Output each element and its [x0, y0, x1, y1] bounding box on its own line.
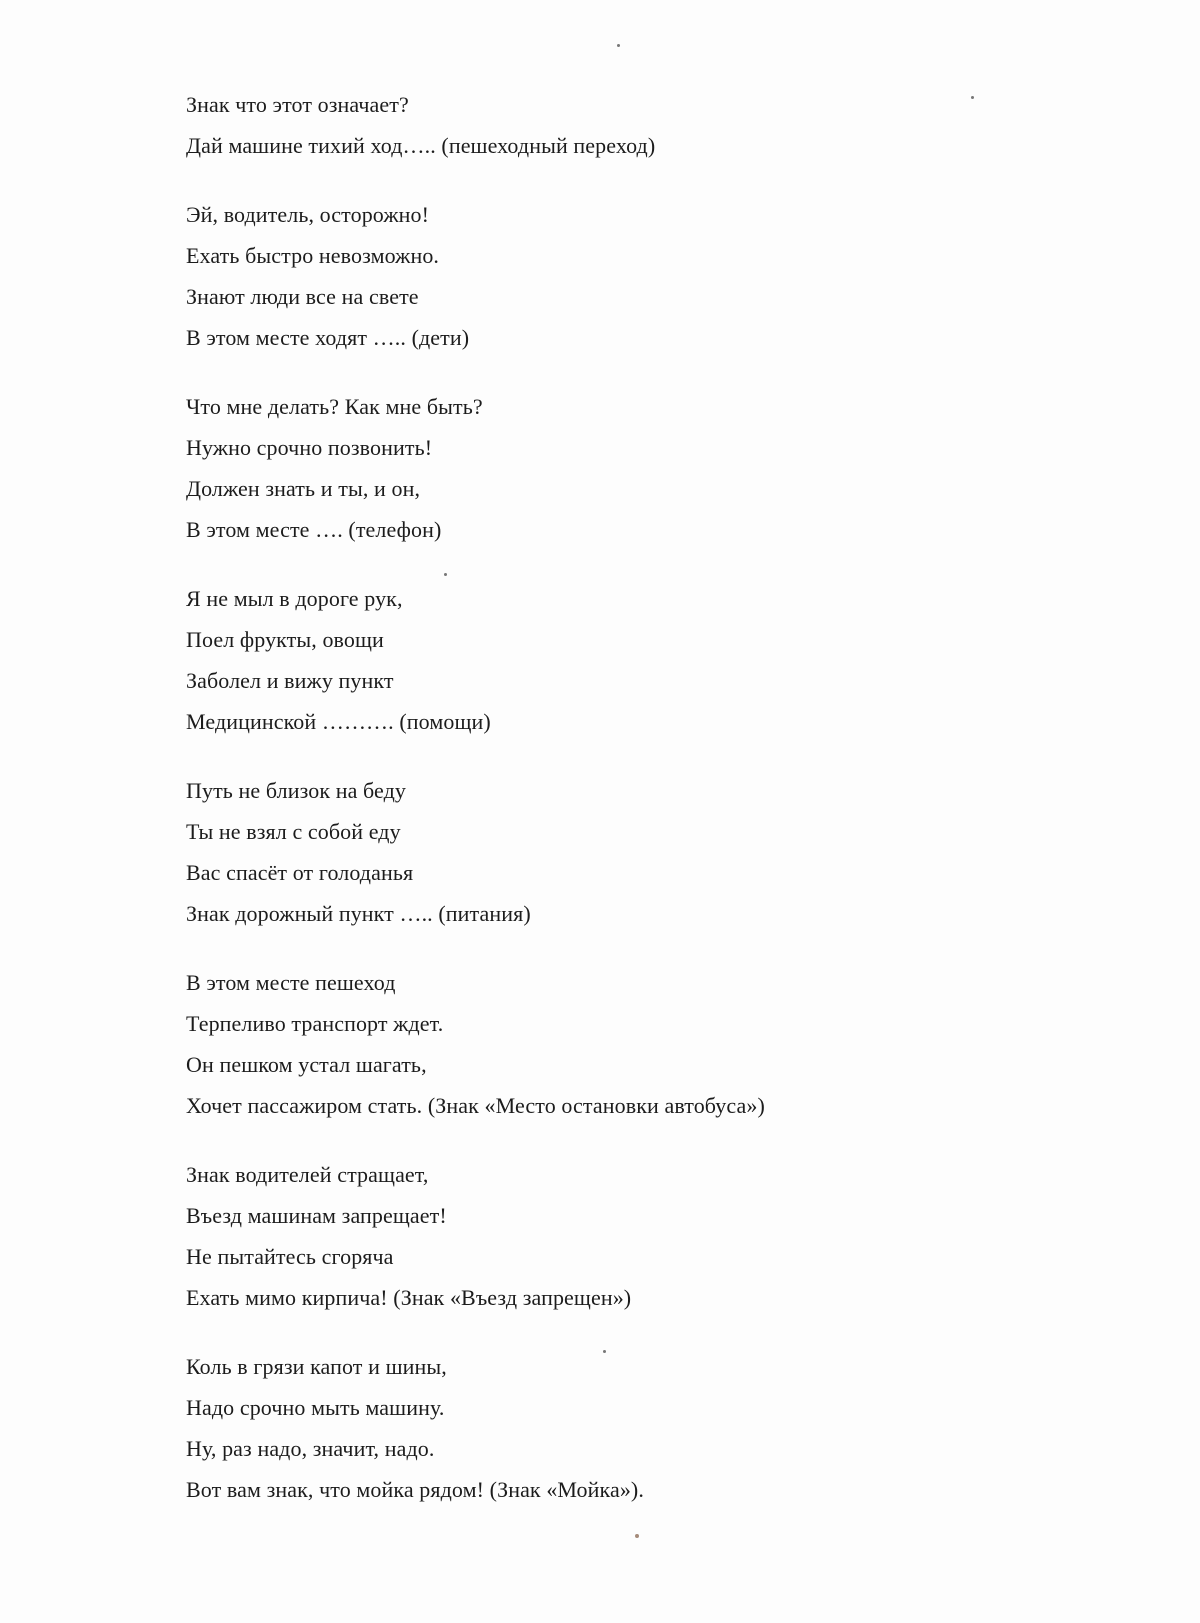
riddle-line: Въезд машинам запрещает!: [186, 1203, 447, 1228]
riddle-line: Ну, раз надо, значит, надо.: [186, 1436, 435, 1461]
riddle-line: Медицинской ………. (помощи): [186, 709, 491, 734]
riddle-line: Вас спасёт от голоданья: [186, 860, 414, 885]
riddle-stanza: [186, 962, 1086, 1126]
riddle-line: Он пешком устал шагать,: [186, 1052, 427, 1077]
riddle-stanza: [186, 194, 1086, 358]
riddle-line: В этом месте ходят ….. (дети): [186, 325, 470, 350]
scan-speck: [444, 573, 447, 576]
riddle-line: Эй, водитель, осторожно!: [186, 202, 430, 227]
riddle-stanza: [186, 1346, 1086, 1510]
riddle-line: Вот вам знак, что мойка рядом! (Знак «Мойка»).: [186, 1477, 644, 1502]
riddle-line: В этом месте пешеход: [186, 970, 396, 995]
riddle-stanza: [186, 386, 1086, 550]
scan-speck: [617, 44, 620, 47]
riddle-line: Поел фрукты, овощи: [186, 627, 384, 652]
riddle-line: Не пытайтесь сгоряча: [186, 1244, 394, 1269]
riddle-list: [186, 84, 1086, 1538]
riddle-line: Коль в грязи капот и шины,: [186, 1354, 447, 1379]
riddle-line: Нужно срочно позвонить!: [186, 435, 433, 460]
riddle-line: Знак дорожный пункт ….. (питания): [186, 901, 531, 926]
riddle-stanza: [186, 770, 1086, 934]
scan-speck: [635, 1534, 639, 1538]
riddle-line: Ехать быстро невозможно.: [186, 243, 440, 268]
riddle-line: Знак водителей стращает,: [186, 1162, 429, 1187]
riddle-line: Путь не близок на беду: [186, 778, 407, 803]
riddle-stanza: [186, 1154, 1086, 1318]
riddle-line: Заболел и вижу пункт: [186, 668, 394, 693]
riddle-line: Терпеливо транспорт ждет.: [186, 1011, 444, 1036]
riddle-stanza: [186, 578, 1086, 742]
riddle-line: В этом месте …. (телефон): [186, 517, 442, 542]
scan-speck: [603, 1350, 606, 1353]
riddle-line: Что мне делать? Как мне быть?: [186, 394, 483, 419]
riddle-line: Знак что этот означает?: [186, 92, 409, 117]
scan-speck: [971, 96, 974, 99]
riddle-line: Должен знать и ты, и он,: [186, 476, 421, 501]
riddle-line: Надо срочно мыть машину.: [186, 1395, 445, 1420]
riddle-line: Знают люди все на свете: [186, 284, 419, 309]
riddle-line: Дай машине тихий ход….. (пешеходный переход): [186, 133, 656, 158]
riddle-line: Хочет пассажиром стать. (Знак «Место остановки автобуса»): [186, 1093, 765, 1118]
riddle-line: Ты не взял с собой еду: [186, 819, 401, 844]
riddle-line: Ехать мимо кирпича! (Знак «Въезд запрещен»): [186, 1285, 632, 1310]
riddle-stanza: [186, 84, 1086, 166]
riddle-line: Я не мыл в дороге рук,: [186, 586, 403, 611]
